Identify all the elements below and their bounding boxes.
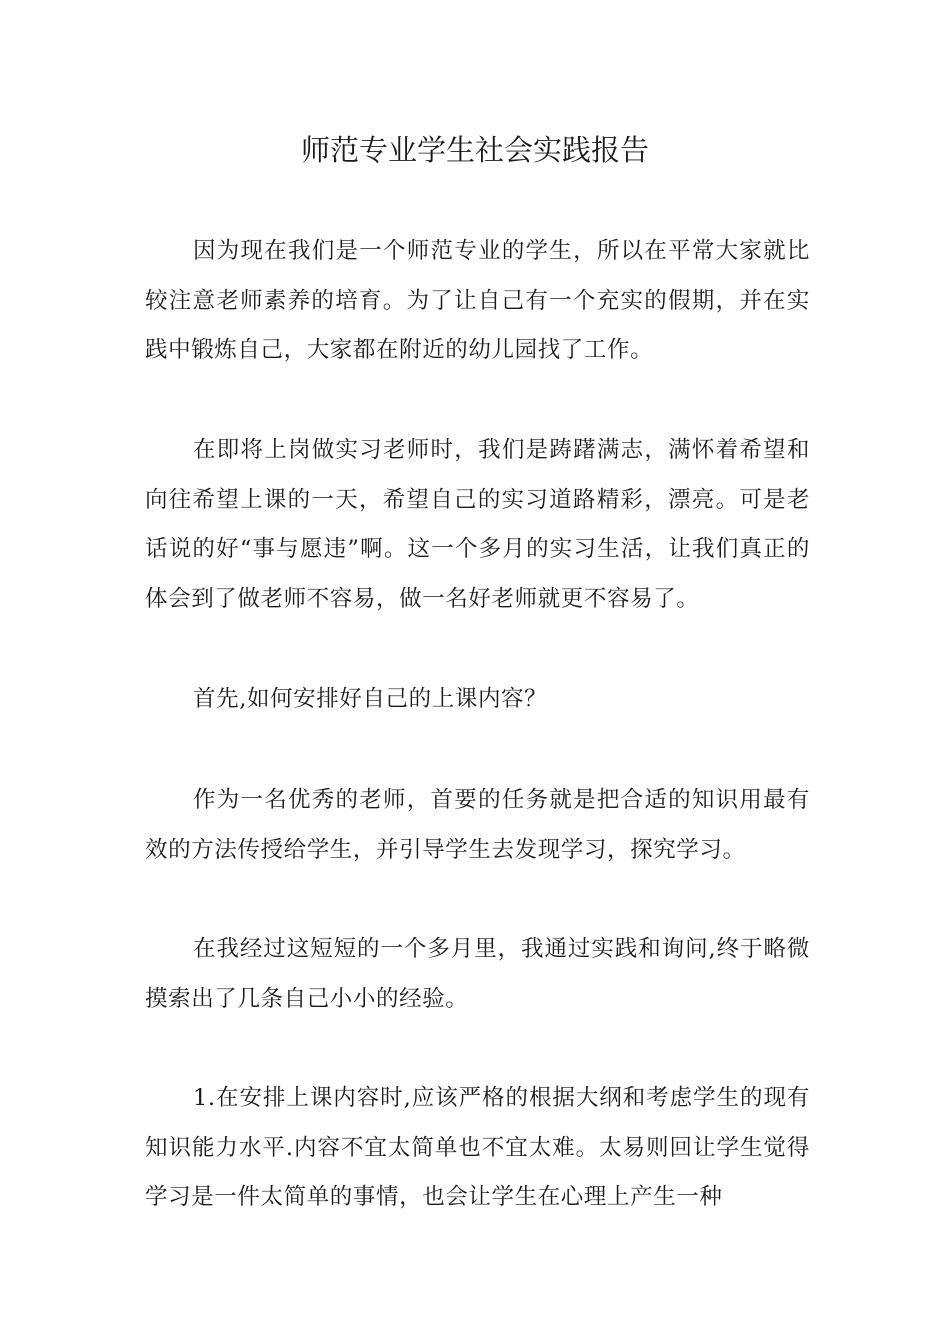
paragraph-point-one: 1.在安排上课内容时,应该严格的根据大纲和考虑学生的现有知识能力水平.内容不宜太简单也不宜太难。太易则回让学生觉得学习是一件太简单的事情，也会让学生在心理上产生一种 xyxy=(145,1085,810,1210)
paragraph-teacher-task: 作为一名优秀的老师，首要的任务就是把合适的知识用最有效的方法传授给学生，并引导学生去发现学习，探究学习。 xyxy=(145,787,810,863)
document-title: 师范专业学生社会实践报告 xyxy=(300,133,649,167)
paragraph-experience: 在我经过这短短的一个多月里，我通过实践和询问,终于略微摸索出了几条自己小小的经验。 xyxy=(145,936,810,1012)
paragraph-heading-first: 首先,如何安排好自己的上课内容？ xyxy=(193,686,548,712)
paragraph-intro: 因为现在我们是一个师范专业的学生，所以在平常大家就比较注意老师素养的培育。为了让自己有一个充实的假期，并在实践中锻炼自己，大家都在附近的幼儿园找了工作。 xyxy=(145,238,810,363)
paragraph-internship-expectations: 在即将上岗做实习老师时，我们是踌躇满志，满怀着希望和向往希望上课的一天，希望自己的实习道路精彩，漂亮。可是老话说的好“事与愿违”啊。这一个多月的实习生活，让我们真正的体会到了做老师不容易，做一名好老师就更不容易了。 xyxy=(145,437,810,612)
